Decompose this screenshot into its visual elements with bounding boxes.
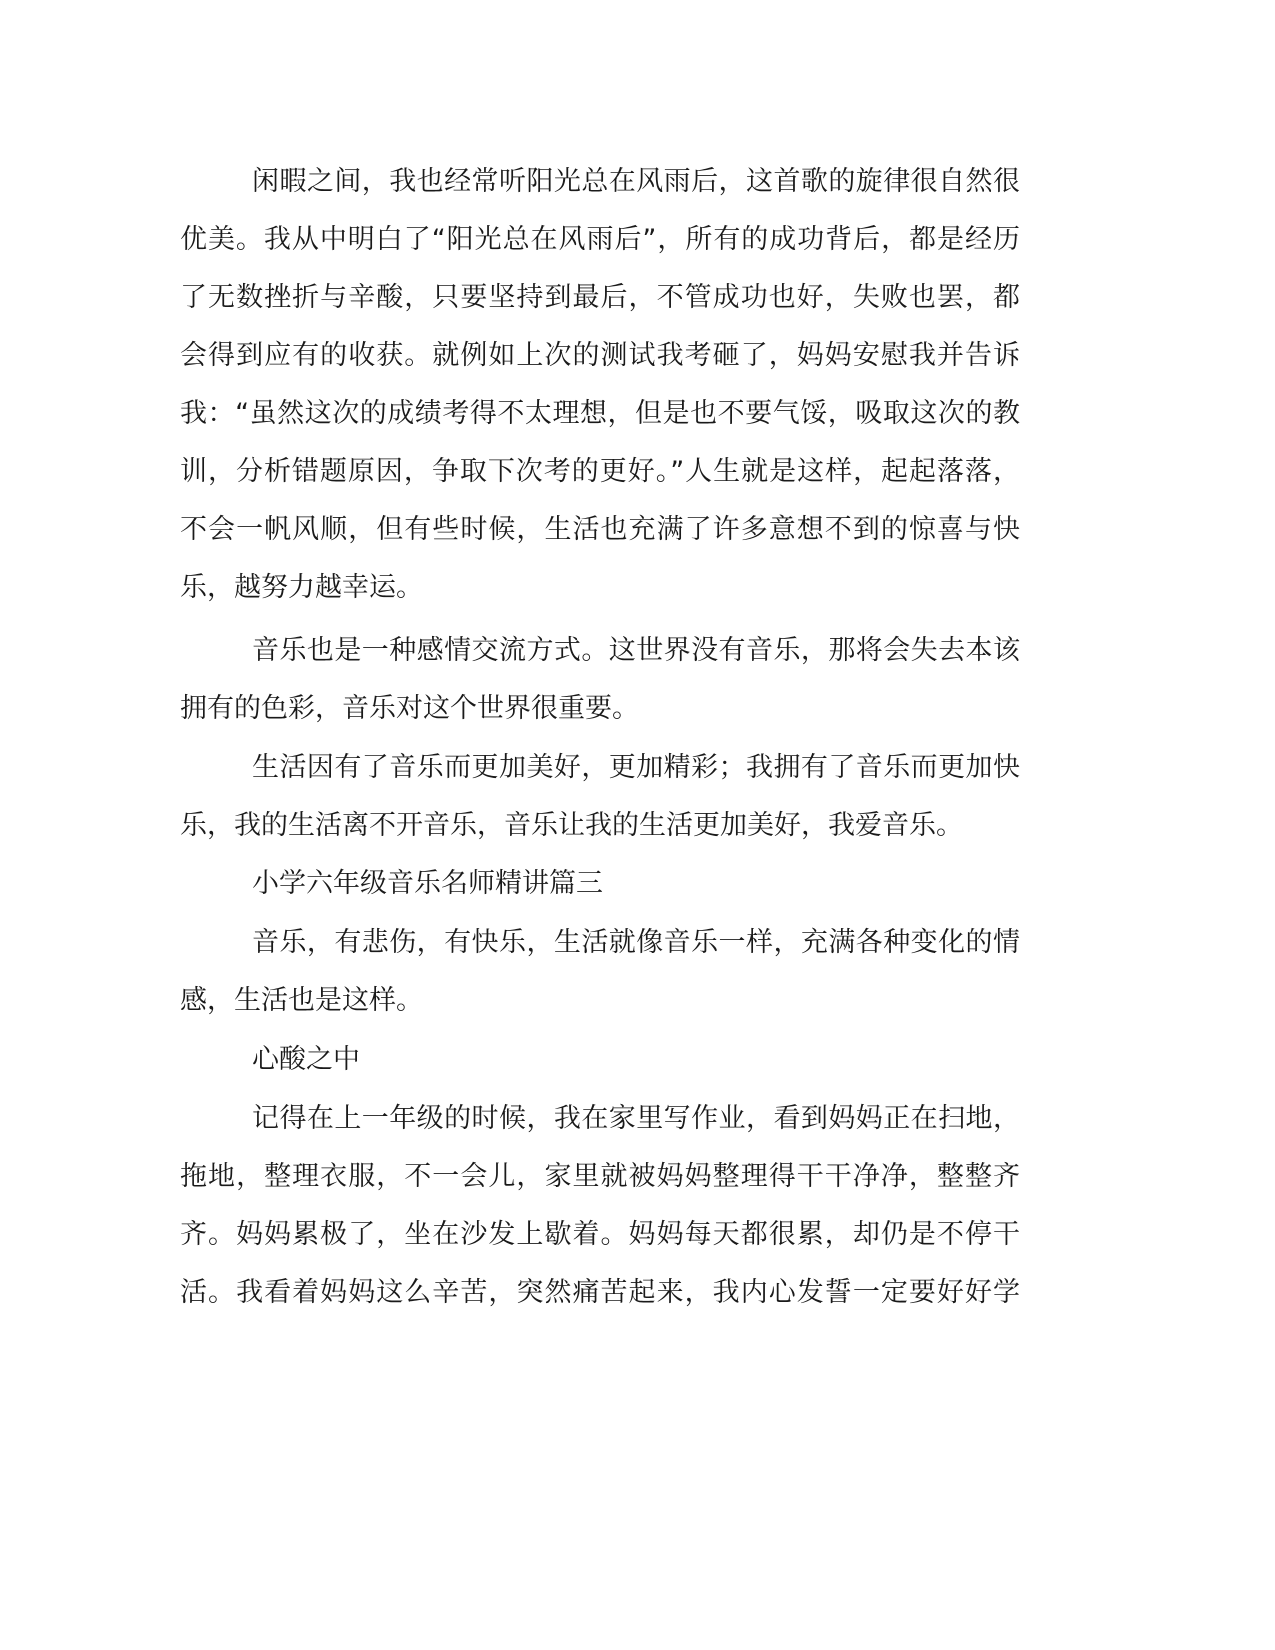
text-line-14: 音乐，有悲伤，有快乐，生活就像音乐一样，充满各种变化的情 [252, 927, 1020, 958]
text-line-20: 活。我看着妈妈这么辛苦，突然痛苦起来，我内心发誓一定要好好学 [180, 1277, 1020, 1308]
text-line-10: 拥有的色彩，音乐对这个世界很重要。 [180, 693, 639, 724]
text-line-4: 会得到应有的收获。就例如上次的测试我考砸了，妈妈安慰我并告诉 [180, 340, 1020, 371]
text-line-18: 拖地，整理衣服，不一会儿，家里就被妈妈整理得干干净净，整整齐 [180, 1161, 1020, 1192]
text-line-1: 闲暇之间，我也经常听阳光总在风雨后，这首歌的旋律很自然很 [252, 166, 1020, 197]
text-line-15: 感，生活也是这样。 [180, 985, 423, 1016]
text-line-2: 优美。我从中明白了“阳光总在风雨后”，所有的成功背后，都是经历 [180, 224, 1020, 255]
text-line-5: 我：“虽然这次的成绩考得不太理想，但是也不要气馁，吸取这次的教 [180, 398, 1020, 429]
section-heading: 小学六年级音乐名师精讲篇三 [252, 868, 603, 899]
text-line-12: 乐，我的生活离不开音乐，音乐让我的生活更加美好，我爱音乐。 [180, 810, 963, 841]
text-line-19: 齐。妈妈累极了，坐在沙发上歇着。妈妈每天都很累，却仍是不停干 [180, 1219, 1020, 1250]
text-line-17: 记得在上一年级的时候，我在家里写作业，看到妈妈正在扫地， [252, 1103, 1020, 1134]
text-line-7: 不会一帆风顺，但有些时候，生活也充满了许多意想不到的惊喜与快 [180, 514, 1020, 545]
text-line-3: 了无数挫折与辛酸，只要坚持到最后，不管成功也好，失败也罢，都 [180, 282, 1020, 313]
text-line-6: 训，分析错题原因，争取下次考的更好。”人生就是这样，起起落落， [180, 456, 1020, 487]
text-line-9: 音乐也是一种感情交流方式。这世界没有音乐，那将会失去本该 [252, 635, 1020, 666]
sub-heading: 心酸之中 [252, 1044, 360, 1075]
text-line-11: 生活因有了音乐而更加美好，更加精彩；我拥有了音乐而更加快 [252, 752, 1020, 783]
text-line-8: 乐，越努力越幸运。 [180, 572, 423, 603]
